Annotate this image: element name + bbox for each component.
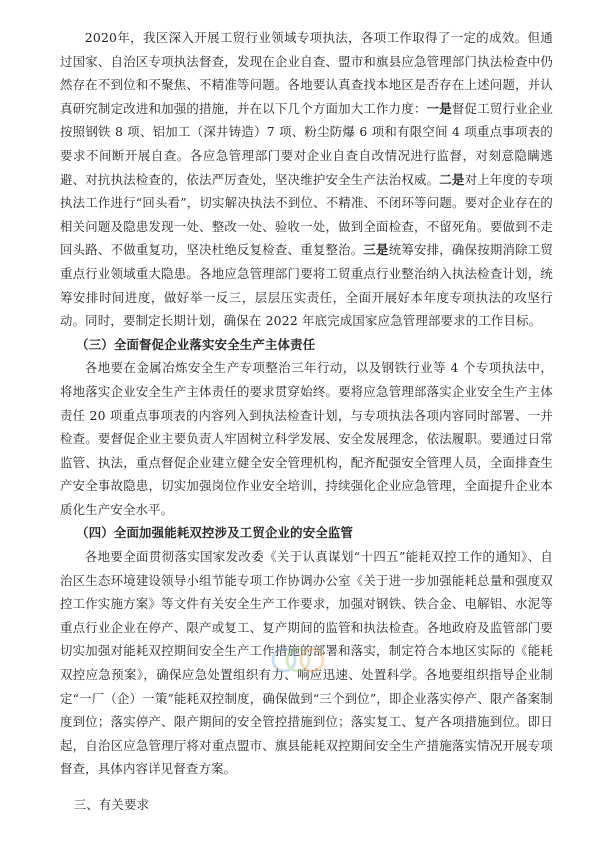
section-title-requirements: 三、有关要求 [73,797,150,812]
paragraph-enterprise-responsibility: 各地要在金属冶炼安全生产专项整治三年行动，以及钢铁行业等 4 个专项执法中，将地落实企业安全生产主体责任的要求贯穿始终。要将应急管理部落实企业安全生产主体责任 20 项重点事项表的内容列入到执法检查计划，与专项执法各项内容同时部署、一并检查。要督促企业主要负责人牢固树立科学发展、安全发展理念，依法履职。要通过日常监管、执法，重点督促企业建立健全安全管理机构，配齐配强安全管理人员，全面排查生产安全事故隐患，切实加强岗位作业安全培训，持续强化企业应急管理，全面提升企业本质化生产安全水平。 [60,360,553,517]
section-heading-3: （三）全面督促企业落实安全生产主体责任 [76,336,316,352]
paragraph-text: 对上年度的专项执法工作进行“回头看”，切实解决执法不到位、不精准、不闭环等问题。要对企业存在的相关问题及隐患发现一处、整改一处、验收一处，做到全面检查，不留死角。要做到不走回头路、不做重复功，坚决杜绝反复检查、重复整治。 [60,171,554,258]
section-heading-4: （四）全面加强能耗双控涉及工贸企业的安全监管 [76,525,354,541]
bold-label-third: 三是 [363,242,389,258]
bold-label-first: 一是 [426,100,452,116]
paragraph-energy-dual-control: 各地要全面贯彻落实国家发改委《关于认真谋划“十四五”能耗双控工作的通知》、自治区生态环境建设领导小组节能专项工作协调办公室《关于进一步加强能耗总量和强度双控工作实施方案》等文件有关安全生产工作要求，加强对钢铁、铁合金、电解铝、水泥等重点行业企业在停产、限产或复工、复产期间的监管和执法检查。各地政府及监管部门要切实加强对能耗双控期间安全生产工作措施的部署和落实，制定符合本地区实际的《能耗双控应急预案》，确保应急处置组织有力、响应迅速、处置科学。各地要组织指导企业制定“一厂（企）一策”能耗双控制度，确保做到“三个到位”，即企业落实停产、限产备案制度到位；落实停产、限产期间的安全管控措施到位；落实复工、复产各项措施到位。即日起，自治区应急管理厅将对重点盟市、旗县能耗双控期间安全生产措施落实情况开展专项督查，具体内容详见督查方案。 [60,549,553,777]
paragraph-text: 统筹安排，确保按期消除工贸重点行业领域重大隐患。各地应急管理部门要将工贸重点行业整治纳入执法检查计划，统筹安排时间进度，做好举一反三，层层压实责任，全面开展好本年度专项执法的攻坚行动。同时，要制定长期计划，确保在 2022 年底完成国家应急管理部要求的工作目标。 [60,242,553,329]
bold-label-second: 二是 [439,171,465,187]
document-page [60,26,553,817]
paragraph-execution-issues [60,26,553,333]
paragraph-text: 督促工贸行业企业按照钢铁 8 项、铝加工（深井铸造）7 项、粉尘防爆 6 项和有限空间 4 项重点事项表的要求不间断开展自查。各应急管理部门要对企业自查自改情况进行监督，对刻意隐瞒逃避、对抗执法检查的，依法严厉查处，坚决维护安全生产法治权威。 [60,100,553,187]
paragraph-text: 2020年，我区深入开展工贸行业领域专项执法，各项工作取得了一定的成效。但通过国家、自治区专项执法督查，发现在企业自查、盟市和旗县应急管理部门执法检查中仍然存在不到位和不聚焦、不精准等问题。各地要认真查找本地区是否存在上述问题，并认真研究制定改进和加强的措施，并在以下几个方面加大工作力度： [60,30,553,116]
